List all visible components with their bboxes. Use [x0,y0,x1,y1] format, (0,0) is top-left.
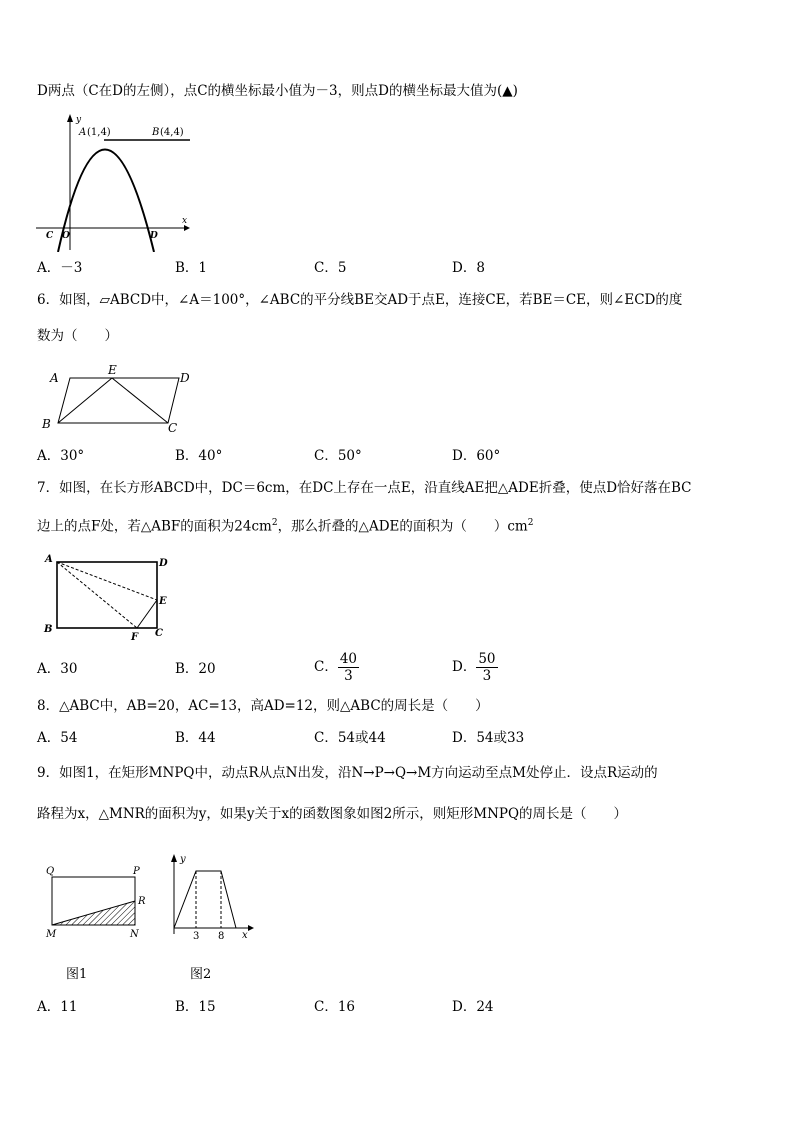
q8-text-line1: 8．△ABC中，AB=20，AC=13，高AD=12，则△ABC的周长是（ ） [37,698,489,714]
q7-option-d-fraction [476,651,497,684]
q5-label-O: O [62,231,70,241]
q7-label-F: F [131,632,139,643]
q7-option-c-fraction [338,651,359,684]
q5-option-a: A．－3 [37,260,83,276]
q6-option-d: D．60° [452,448,501,464]
q9-fig1-label-P: P [133,866,140,877]
q9-fig2-tick-3: 3 [193,931,200,942]
q7-frac-c-den: 3 [344,668,353,684]
q5-option-d: D．8 [452,260,485,276]
q7-sup2: 2 [527,518,534,528]
q7-label-B: B [44,624,53,635]
q5-label-C: C [46,231,54,241]
q8-option-b: B．44 [175,730,216,746]
q5-parabola-figure [34,112,194,252]
q7-text-line2a: 边上的点F处，若△ABF的面积为24cm [37,518,272,535]
q9-fig1-label-M: M [46,929,57,940]
q7-option-d: D． [452,659,477,675]
q7-text-line2 [37,514,533,536]
q5-text-tail: D两点（C在D的左侧），点C的横坐标最小值为－3，则点D的横坐标最大值为(▲) [37,83,518,99]
q5-label-D: D [150,231,158,241]
q7-option-c-wrap [314,651,359,684]
q9-figure2 [158,850,258,942]
q6-label-B: B [42,417,51,431]
q9-text-line1: 9．如图1，在矩形MNPQ中，动点R从点N出发，沿N→P→Q→M方向运动至点M处停止．设点R运动的 [37,765,658,781]
q6-option-c: C．50° [314,448,362,464]
q9-figure1 [40,860,155,942]
q9-fig2-caption: 图2 [190,967,212,982]
q5-option-c: C．5 [314,260,347,276]
q9-fig1-label-Q: Q [46,866,55,877]
q6-option-a: A．30° [37,448,85,464]
q7-frac-d-den: 3 [482,668,492,684]
q6-label-D: D [180,371,190,385]
q6-text-line2: 数为（ ） [37,328,118,344]
q7-frac-c-num: 40 [339,651,358,667]
q9-fig2-label-x: x [242,930,248,941]
q5-label-A-coord: (1,4) [87,127,111,138]
q6-label-C: C [168,421,178,434]
q6-label-A: A [50,371,59,385]
q5-label-B: B [152,127,160,138]
q7-frac-d-num: 50 [478,651,496,667]
q7-sup1: 2 [271,518,278,528]
q7-option-c: C． [314,659,338,675]
q9-option-b: B．15 [175,999,216,1015]
q5-label-B-coord: (4,4) [160,127,184,138]
q7-label-C: C [155,628,163,639]
q5-label-x: x [182,216,188,226]
q8-option-a: A．54 [37,730,78,746]
q7-option-b: B．20 [175,661,216,677]
q7-text-line1: 7．如图，在长方形ABCD中，DC＝6cm，在DC上存在一点E，沿直线AE把△ADE折叠，使点D恰好落在BC [37,480,692,496]
q9-option-a: A．11 [37,999,78,1015]
q5-label-y: y [76,115,82,125]
q9-option-d: D．24 [452,999,494,1015]
q7-label-E: E [159,596,167,607]
q5-label-A: A [79,127,87,138]
q9-fig2-tick-8: 8 [218,931,225,942]
q7-text-line2b: ，那么折叠的△ADE的面积为（ ）cm [277,518,528,535]
q9-fig1-label-R: R [138,896,146,907]
q7-label-A: A [45,554,53,565]
q7-label-D: D [159,558,168,569]
q9-option-c: C．16 [314,999,356,1015]
q6-text-line1: 6．如图，▱ABCD中，∠A＝100°，∠ABC的平分线BE交AD于点E，连接CE，若BE＝CE，则∠ECD的度 [37,292,683,308]
q9-fig1-caption: 图1 [66,967,88,982]
q8-option-c: C．54或44 [314,730,386,746]
q8-option-d: D．54或33 [452,730,525,746]
q6-option-b: B．40° [175,448,223,464]
q6-label-E: E [108,364,117,377]
q7-rectangle-figure [38,552,178,647]
q7-option-a: A．30 [37,661,78,677]
q9-text-line2: 路程为x，△MNR的面积为y，如果y关于x的函数图象如图2所示，则矩形MNPQ的周长是（ ） [37,806,628,822]
q5-option-b: B．1 [175,260,208,276]
q6-parallelogram-figure [38,364,198,434]
q9-fig1-label-N: N [130,929,139,940]
q9-fig2-label-y: y [180,854,186,865]
q7-option-d-wrap [452,651,498,684]
